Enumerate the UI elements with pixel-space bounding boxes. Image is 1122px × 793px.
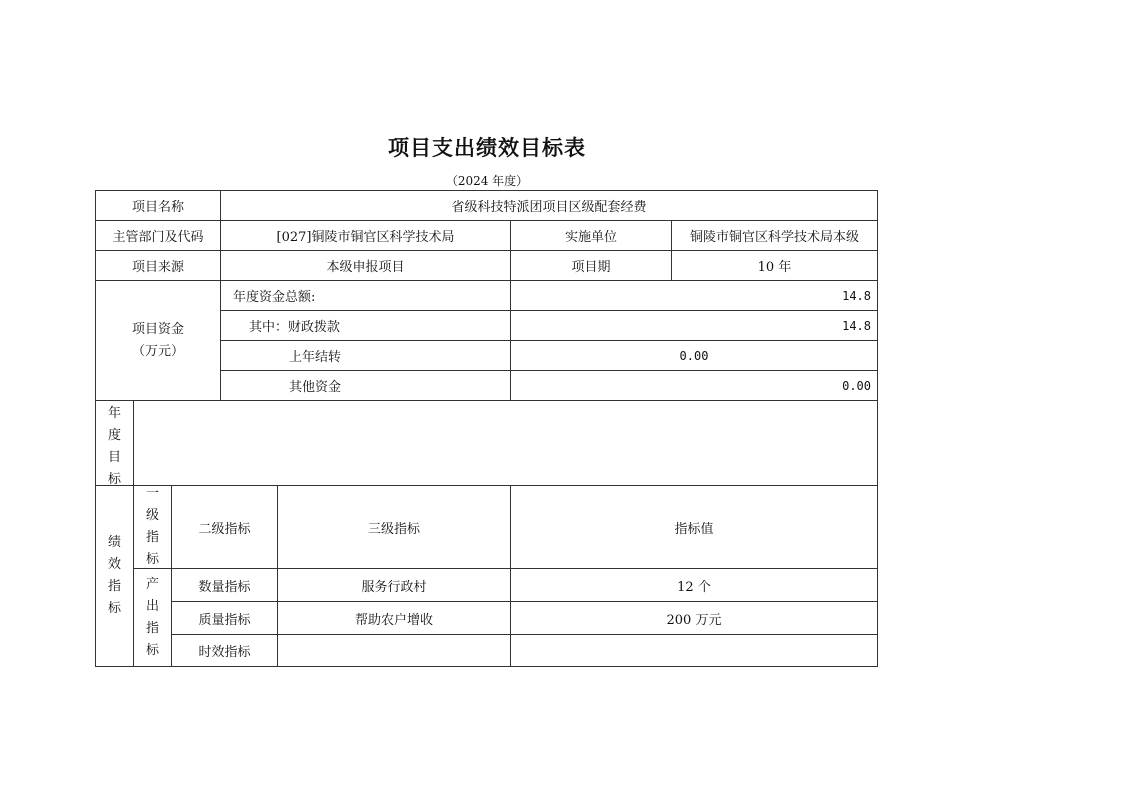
row1-value: 12 个: [510, 568, 878, 602]
funds-carryover-value: 0.00: [510, 340, 878, 371]
source-label: 项目来源: [95, 250, 221, 281]
project-name-value: 省级科技特派团项目区级配套经费: [220, 190, 878, 221]
row1-level3: 服务行政村: [277, 568, 511, 602]
page-title: 项目支出绩效目标表: [388, 135, 586, 160]
level1-output-char-2: 出: [145, 598, 159, 614]
period-label: 项目期: [510, 250, 672, 281]
funds-total-value: 14.8: [510, 280, 878, 311]
level1-output-char-3: 指: [145, 620, 159, 636]
funds-carryover-label: 上年结转: [220, 340, 511, 371]
performance-char-2: 效: [107, 557, 121, 572]
funds-label: [95, 280, 221, 401]
funds-label-line2: （万元）: [131, 343, 184, 359]
period-value: 10 年: [671, 250, 878, 281]
row2-level3: 帮助农户增收: [277, 601, 511, 635]
indicator-value-header: 指标值: [510, 485, 878, 569]
annual-goal-label: [95, 400, 134, 486]
row2-value: 200 万元: [510, 601, 878, 635]
level1-header: [133, 485, 172, 569]
funds-total-label: 年度资金总额:: [220, 280, 511, 311]
level1-header-char-4: 标: [145, 552, 159, 567]
performance-label: [95, 485, 134, 667]
row2-level2: 质量指标: [171, 601, 278, 635]
level1-output: [133, 568, 172, 667]
level1-header-char-2: 级: [145, 508, 159, 523]
performance-char-3: 指: [107, 579, 121, 594]
level1-output-char-4: 标: [145, 642, 159, 658]
dept-label: 主管部门及代码: [95, 220, 221, 251]
funds-fiscal-value: 14.8: [510, 310, 878, 341]
annual-goal-char-1: 年: [107, 406, 121, 421]
level2-header: 二级指标: [171, 485, 278, 569]
funds-fiscal-label: 其中：财政拨款: [220, 310, 511, 341]
row3-value: [510, 634, 878, 667]
performance-char-1: 绩: [107, 535, 121, 550]
year-subtitle: （2024 年度）: [445, 174, 529, 188]
impl-unit-label: 实施单位: [510, 220, 672, 251]
dept-value: [027]铜陵市铜官区科学技术局: [220, 220, 511, 251]
project-name-label: 项目名称: [95, 190, 221, 221]
impl-unit-value: 铜陵市铜官区科学技术局本级: [671, 220, 878, 251]
source-value: 本级申报项目: [220, 250, 511, 281]
annual-goal-char-4: 标: [107, 472, 121, 487]
level1-output-char-1: 产: [145, 576, 159, 592]
annual-goal-char-2: 度: [107, 428, 121, 443]
performance-char-4: 标: [107, 601, 121, 616]
row3-level3: [277, 634, 511, 667]
row3-level2: 时效指标: [171, 634, 278, 667]
annual-goal-value: [133, 400, 878, 486]
level1-header-char-1: 一: [145, 486, 159, 501]
level1-header-char-3: 指: [145, 530, 159, 545]
level3-header: 三级指标: [277, 485, 511, 569]
funds-other-value: 0.00: [510, 370, 878, 401]
annual-goal-char-3: 目: [107, 450, 121, 465]
funds-other-label: 其他资金: [220, 370, 511, 401]
row1-level2: 数量指标: [171, 568, 278, 602]
funds-label-line1: 项目资金: [131, 321, 184, 337]
